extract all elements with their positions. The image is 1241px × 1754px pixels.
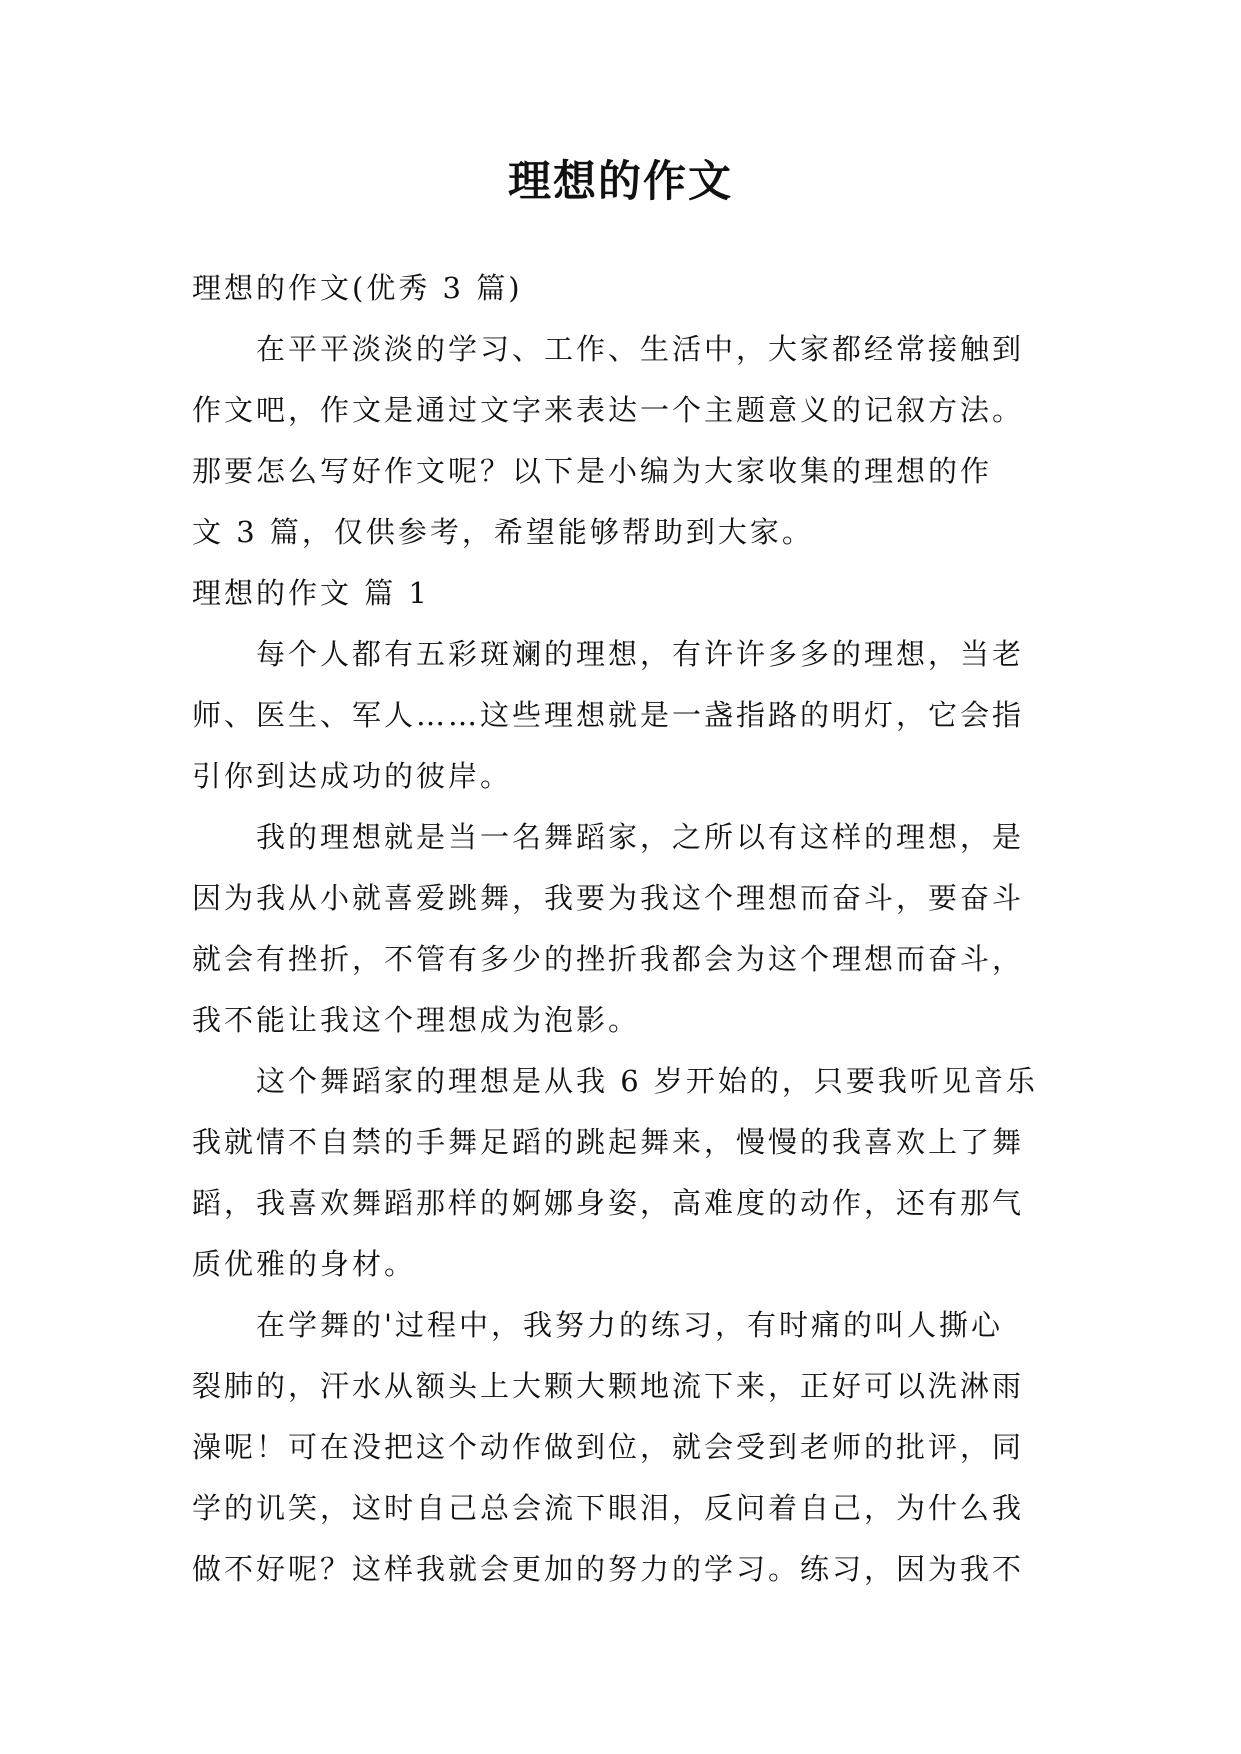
text-line: 学的讥笑，这时自己总会流下眼泪，反问着自己，为什么我 [192, 1491, 1025, 1525]
text-line: 在学舞的'过程中，我努力的练习，有时痛的叫人撕心 [256, 1308, 1003, 1342]
text-line: 澡呢！可在没把这个动作做到位，就会受到老师的批评，同 [192, 1430, 1025, 1464]
text-line: 这个舞蹈家的理想是从我 6 岁开始的，只要我听见音乐 [256, 1064, 1038, 1098]
text-line: 师、医生、军人……这些理想就是一盏指路的明灯，它会指 [192, 698, 1025, 732]
text-line: 我的理想就是当一名舞蹈家，之所以有这样的理想，是 [256, 820, 1025, 854]
document-body [192, 258, 1072, 1600]
text-line: 那要怎么写好作文呢？以下是小编为大家收集的理想的作 [192, 454, 993, 488]
text-line: 每个人都有五彩斑斓的理想，有许许多多的理想，当老 [256, 637, 1025, 671]
text-line: 因为我从小就喜爱跳舞，我要为我这个理想而奋斗，要奋斗 [192, 881, 1025, 915]
text-line: 我不能让我这个理想成为泡影。 [192, 1003, 641, 1037]
text-line: 作文吧，作文是通过文字来表达一个主题意义的记叙方法。 [192, 393, 1025, 427]
text-line: 我就情不自禁的手舞足蹈的跳起舞来，慢慢的我喜欢上了舞 [192, 1125, 1025, 1159]
text-line: 理想的作文(优秀 3 篇) [192, 271, 523, 305]
text-line: 就会有挫折，不管有多少的挫折我都会为这个理想而奋斗， [192, 942, 1025, 976]
text-line: 做不好呢？这样我就会更加的努力的学习。练习，因为我不 [192, 1552, 1025, 1586]
text-line: 理想的作文 篇 1 [192, 576, 430, 610]
text-line: 在平平淡淡的学习、工作、生活中，大家都经常接触到 [256, 332, 1025, 366]
text-line: 引你到达成功的彼岸。 [192, 759, 513, 793]
text-line: 蹈，我喜欢舞蹈那样的婀娜身姿，高难度的动作，还有那气 [192, 1186, 1025, 1220]
text-line: 文 3 篇，仅供参考，希望能够帮助到大家。 [192, 515, 814, 549]
text-line: 裂肺的，汗水从额头上大颗大颗地流下来，正好可以洗淋雨 [192, 1369, 1025, 1403]
document-title: 理想的作文 [508, 157, 733, 207]
text-line: 质优雅的身材。 [192, 1247, 417, 1281]
